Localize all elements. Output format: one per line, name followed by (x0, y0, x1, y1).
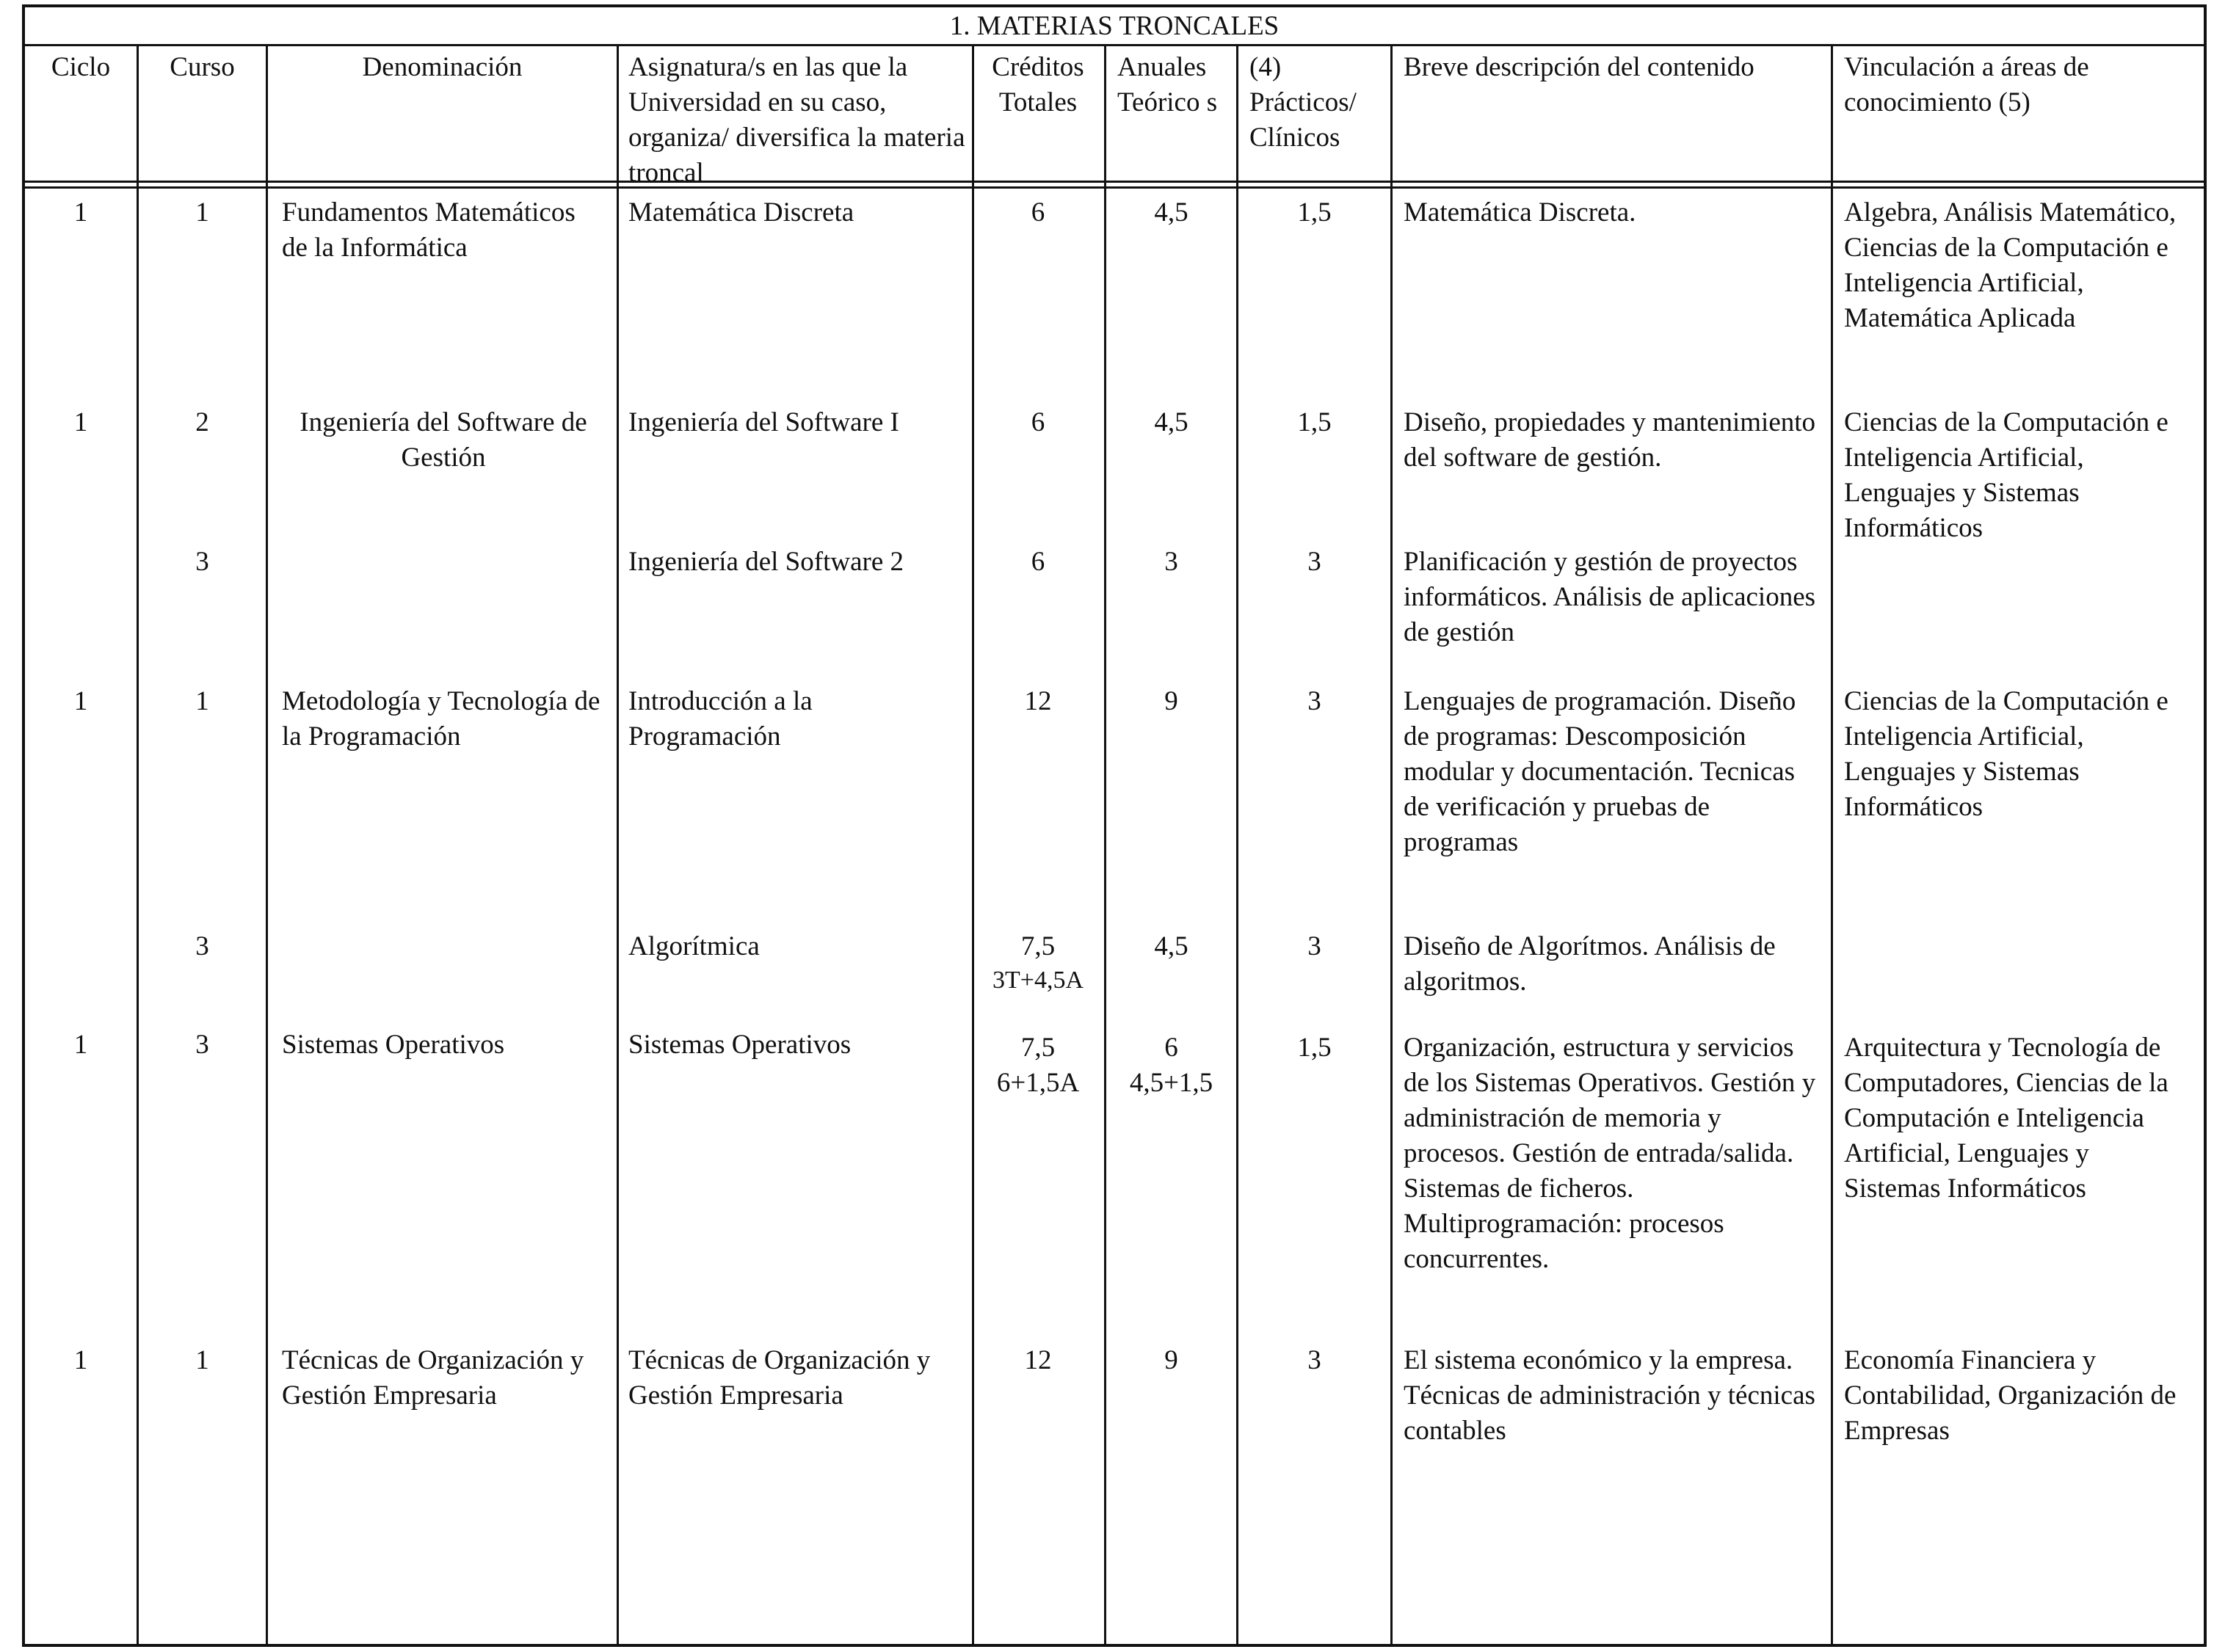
cell-vinculacion: Economía Financiera y Contabilidad, Organización de Empresas (1844, 1345, 2177, 1446)
header-asignatura: Asignatura/s en las que la Universidad en su caso, organiza/ diversifica la materia troncal (628, 52, 965, 188)
cell-curso: 2 (195, 407, 209, 437)
column-divider (1390, 44, 1393, 1644)
cell-practicos: 1,5 (1297, 407, 1332, 437)
cell-teoricos: 6 (1164, 1033, 1178, 1063)
column-divider (1831, 44, 1833, 1644)
cell-teoricos-breakdown: 4,5+1,5 (1129, 1068, 1213, 1098)
cell-creditos: 6 (1031, 197, 1045, 228)
cell-descripcion: Matemática Discreta. (1404, 197, 1636, 228)
cell-practicos: 3 (1307, 931, 1321, 961)
header-divider (25, 181, 2204, 183)
column-divider (137, 44, 139, 1644)
column-divider (1236, 44, 1238, 1644)
cell-denominacion: Técnicas de Organización y Gestión Empresaria (282, 1345, 584, 1411)
column-divider (617, 44, 619, 1644)
header-ciclo: Ciclo (51, 52, 111, 82)
cell-denominacion: Metodología y Tecnología de la Programación (282, 686, 600, 752)
cell-ciclo: 1 (73, 1030, 88, 1060)
cell-practicos: 3 (1307, 547, 1321, 577)
cell-asignatura: Ingeniería del Software I (628, 407, 899, 437)
header-curso: Curso (170, 52, 235, 82)
cell-curso: 1 (195, 686, 209, 716)
cell-teoricos: 9 (1164, 1345, 1178, 1375)
header-vinculacion: Vinculación a áreas de conocimiento (5) (1844, 52, 2089, 117)
cell-teoricos: 4,5 (1154, 931, 1188, 961)
cell-ciclo: 1 (73, 1345, 88, 1375)
cell-descripcion: El sistema económico y la empresa. Técnicas de administración y técnicas contables (1404, 1345, 1815, 1446)
cell-denominacion: Sistemas Operativos (282, 1030, 505, 1060)
cell-creditos: 12 (1024, 1345, 1052, 1375)
cell-denominacion: Fundamentos Matemáticos de la Informática (282, 197, 576, 263)
cell-ciclo: 1 (73, 407, 88, 437)
cell-creditos: 6 (1031, 407, 1045, 437)
cell-creditos-breakdown: 6+1,5A (996, 1068, 1080, 1098)
cell-curso: 3 (195, 547, 209, 577)
cell-teoricos: 3 (1164, 547, 1178, 577)
column-divider (1104, 44, 1106, 1644)
cell-teoricos: 4,5 (1154, 407, 1188, 437)
cell-curso: 1 (195, 1345, 209, 1375)
cell-creditos: 6 (1031, 547, 1045, 577)
cell-vinculacion: Algebra, Análisis Matemático, Ciencias de la Computación e Inteligencia Artificial, Matemática Aplicada (1844, 197, 2177, 333)
cell-asignatura: Ingeniería del Software 2 (628, 547, 904, 577)
column-divider (972, 44, 974, 1644)
document-page (22, 4, 2207, 1647)
cell-ciclo: 1 (73, 197, 88, 228)
header-denominacion: Denominación (362, 52, 523, 82)
header-divider (25, 186, 2204, 189)
cell-descripcion: Planificación y gestión de proyectos informáticos. Análisis de aplicaciones de gestión (1404, 547, 1816, 647)
table-title: 1. MATERIAS TRONCALES (25, 7, 2204, 46)
cell-asignatura: Algorítmica (628, 931, 760, 961)
header-anuales-teoricos: Anuales Teórico s (1117, 52, 1218, 117)
cell-creditos-breakdown: 3T+4,5A (992, 967, 1084, 994)
header-creditos-totales: Créditos Totales (992, 52, 1084, 117)
cell-vinculacion: Ciencias de la Computación e Inteligencia Artificial, Lenguajes y Sistemas Informáticos (1844, 407, 2168, 543)
cell-asignatura: Matemática Discreta (628, 197, 854, 228)
cell-teoricos: 4,5 (1154, 197, 1188, 228)
cell-denominacion: Ingeniería del Software de Gestión (300, 407, 587, 473)
cell-descripcion: Lenguajes de programación. Diseño de programas: Descomposición modular y documentación. Tecnicas de verificación y pruebas de programas (1404, 686, 1796, 857)
cell-curso: 1 (195, 197, 209, 228)
cell-teoricos: 9 (1164, 686, 1178, 716)
header-practicos: (4) Prácticos/ Clínicos (1249, 52, 1357, 153)
cell-practicos: 3 (1307, 1345, 1321, 1375)
cell-vinculacion: Arquitectura y Tecnología de Computadores, Ciencias de la Computación e Inteligencia Artificial, Lenguajes y Sistemas Informáticos (1844, 1033, 2168, 1204)
header-descripcion: Breve descripción del contenido (1404, 52, 1754, 82)
cell-descripcion: Diseño de Algorítmos. Análisis de algoritmos. (1404, 931, 1776, 997)
cell-descripcion: Organización, estructura y servicios de los Sistemas Operativos. Gestión y administración de memoria y procesos. Gestión de entrada/salida. Sistemas de ficheros. Multiprogramación: procesos concurrentes. (1404, 1033, 1816, 1274)
cell-creditos: 12 (1024, 686, 1052, 716)
cell-vinculacion: Ciencias de la Computación e Inteligencia Artificial, Lenguajes y Sistemas Informáticos (1844, 686, 2168, 822)
cell-practicos: 1,5 (1297, 197, 1332, 228)
cell-asignatura: Técnicas de Organización y Gestión Empresaria (628, 1345, 931, 1411)
cell-ciclo: 1 (73, 686, 88, 716)
cell-creditos: 7,5 (1020, 931, 1056, 961)
cell-practicos: 3 (1307, 686, 1321, 716)
column-divider (266, 44, 268, 1644)
cell-practicos: 1,5 (1297, 1033, 1332, 1063)
cell-curso: 3 (195, 1030, 209, 1060)
cell-asignatura: Sistemas Operativos (628, 1030, 852, 1060)
cell-asignatura: Introducción a la Programación (628, 686, 813, 752)
cell-descripcion: Diseño, propiedades y mantenimiento del software de gestión. (1404, 407, 1816, 473)
cell-curso: 3 (195, 931, 209, 961)
cell-creditos: 7,5 (1020, 1033, 1056, 1063)
